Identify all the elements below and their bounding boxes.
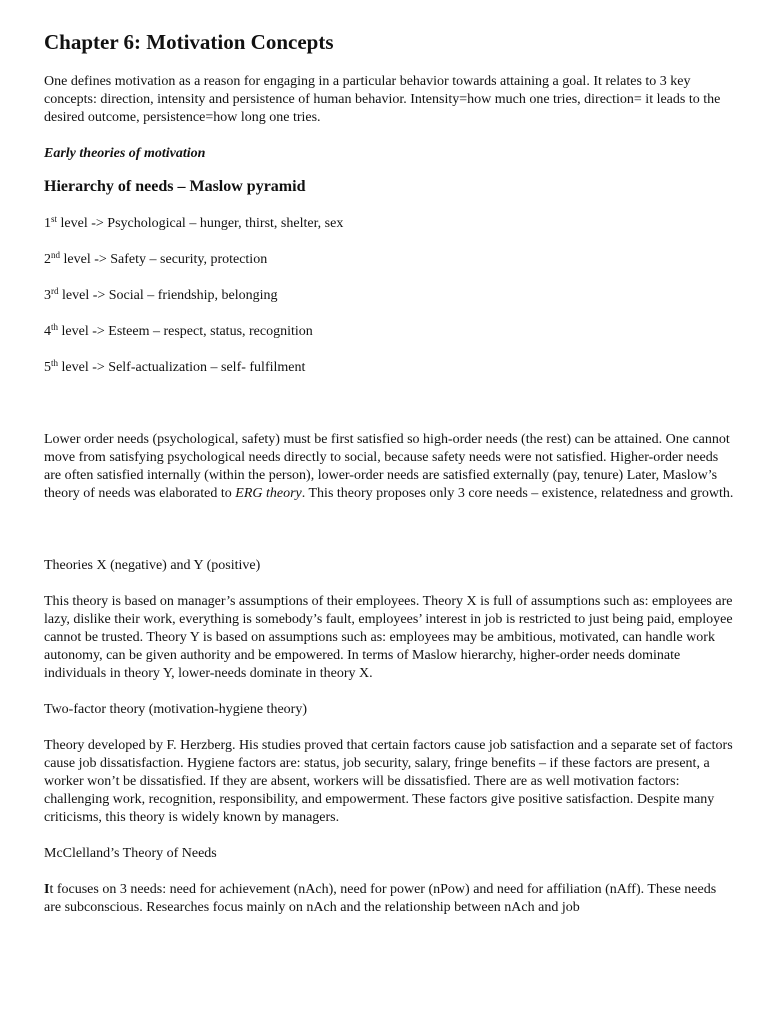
level-item-5: 5th level -> Self-actualization – self- fulfilment	[44, 358, 306, 375]
mcclelland-paragraph: It focuses on 3 needs: need for achievement (nAch), need for power (nPow) and need for affiliation (nAff). These needs are subconscious. Researches focus mainly on nAch and the relationship between nAch and job	[44, 882, 717, 915]
two-factor-heading: Two-factor theory (motivation-hygiene theory)	[44, 702, 307, 717]
theories-xy-heading: Theories X (negative) and Y (positive)	[44, 558, 261, 573]
erg-theory-term: ERG theory	[235, 486, 302, 501]
lower-order-paragraph: Lower order needs (psychological, safety) must be first satisfied so high-order needs (the rest) can be attained. One cannot move from satisfying psychological needs directly to social, because safety needs were not satisfied. Higher-order needs are often satisfied internally (within the person), lower-order needs are satisfied externally (pay, tenure) Later, Maslow’s theory of needs was elaborated to ERG theory. This theory proposes only 3 core needs – existence, relatedness and growth.	[44, 432, 734, 501]
level-item-3: 3rd level -> Social – friendship, belonging	[44, 286, 278, 303]
level-item-4: 4th level -> Esteem – respect, status, recognition	[44, 322, 313, 339]
level-item-2: 2nd level -> Safety – security, protection	[44, 250, 268, 267]
two-factor-paragraph: Theory developed by F. Herzberg. His studies proved that certain factors cause job satisfaction and a separate set of factors cause job dissatisfaction. Hygiene factors are: status, job security, salary, fringe benefits – if these factors are present, a worker won’t be dissatisfied. If they are absent, workers will be dissatisfied. There are as well motivation factors: challenging work, recognition, responsibility, and empowerment. These factors give positive satisfaction. Despite many criticisms, this theory is widely known by managers.	[44, 738, 733, 825]
theories-xy-paragraph: This theory is based on manager’s assumptions of their employees. Theory X is full of assumptions such as: employees are lazy, dislike their work, everything is somebody’s fault, employees’ interest in job is restricted to just being paid, employee cannot be trusted. Theory Y is based on assumptions such as: employees may be ambitious, motivated, can handle work autonomy, can be given authority and be empowered. In terms of Maslow hierarchy, higher-order needs dominate individuals in theory Y, lower-needs dominate in theory X.	[44, 594, 733, 681]
document-page	[44, 28, 734, 917]
intro-paragraph: One defines motivation as a reason for engaging in a particular behavior towards attaining a goal. It relates to 3 key concepts: direction, intensity and persistence of human behavior. Intensity=how much one tries, direction= it leads to the desired outcome, persistence=how long one tries.	[44, 74, 721, 125]
mcclelland-heading: McClelland’s Theory of Needs	[44, 846, 217, 861]
early-theories-heading: Early theories of motivation	[44, 146, 206, 161]
level-item-1: 1st level -> Psychological – hunger, thirst, shelter, sex	[44, 214, 344, 231]
chapter-title: Chapter 6: Motivation Concepts	[44, 30, 334, 54]
maslow-heading: Hierarchy of needs – Maslow pyramid	[44, 178, 306, 195]
